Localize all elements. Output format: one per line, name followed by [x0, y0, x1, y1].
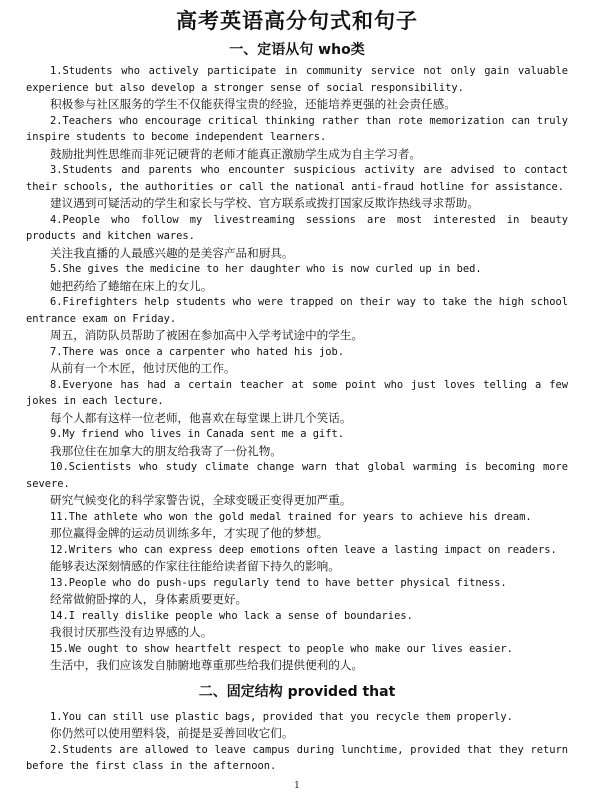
chinese-translation: 我很讨厌那些没有边界感的人。 — [50, 625, 213, 639]
sentence-item — [26, 162, 568, 212]
english-sentence: 11.The athlete who won the gold medal trained for years to achieve his dream. — [50, 510, 532, 523]
english-sentence: 2.Teachers who encourage critical thinking rather than rote memorization can truly inspire students to become independent learners. — [26, 114, 568, 143]
chinese-translation: 生活中，我们应该发自肺腑地尊重那些给我们提供便利的人。 — [50, 658, 364, 672]
chinese-translation: 能够表达深刻情感的作家往往能给读者留下持久的影响。 — [50, 559, 340, 573]
section-items-relative-clause — [26, 63, 568, 674]
sentence-item — [26, 459, 568, 509]
sentence-item — [26, 709, 568, 742]
sentence-item — [26, 261, 568, 294]
english-sentence: 15.We ought to show heartfelt respect to people who make our lives easier. — [50, 642, 513, 655]
chinese-translation: 积极参与社区服务的学生不仅能获得宝贵的经验，还能培养更强的社会责任感。 — [50, 97, 456, 111]
english-sentence: 6.Firefighters help students who were trapped on their way to take the high school entrance exam on Friday. — [26, 296, 568, 325]
sentence-item — [26, 509, 568, 542]
chinese-translation: 每个人都有这样一位老师，他喜欢在每堂课上讲几个笑话。 — [50, 410, 352, 425]
sentence-item — [26, 377, 568, 427]
sentence-item — [26, 575, 568, 608]
english-sentence: 7.There was once a carpenter who hated his job. — [50, 345, 345, 358]
chinese-translation: 研究气候变化的科学家警告说，全球变暖正变得更加严重。 — [50, 493, 352, 507]
sentence-item — [26, 641, 568, 674]
english-sentence: 3.Students and parents who encounter suspicious activity are advised to contact their schools, the authorities or call the national anti-fraud hotline for assistance. — [26, 164, 568, 193]
chinese-translation: 鼓励批判性思维而非死记硬背的老师才能真正激励学生成为自主学习者。 — [50, 146, 422, 161]
section-heading-relative-clause: 一、定语从句 who类 — [229, 42, 365, 58]
english-sentence: 1.Students who actively participate in community service not only gain valuable experience but also develop a stronger sense of social responsibility. — [26, 65, 568, 94]
section-items-provided-that — [26, 709, 568, 775]
sentence-item — [26, 63, 568, 113]
sentence-item — [26, 212, 568, 262]
document-page — [26, 6, 568, 775]
sentence-item — [26, 113, 568, 163]
sentence-item — [26, 742, 568, 775]
sentence-item — [26, 542, 568, 575]
english-sentence: 5.She gives the medicine to her daughter who is now curled up in bed. — [50, 263, 482, 275]
english-sentence: 12.Writers who can express deep emotions often leave a lasting impact on readers. — [50, 543, 557, 556]
english-sentence: 2.Students are allowed to leave campus during lunchtime, provided that they return before the first class in the afternoon. — [26, 743, 568, 772]
chinese-translation: 从前有一个木匠，他讨厌他的工作。 — [50, 361, 236, 375]
section-heading-provided-that: 二、固定结构 provided that — [198, 683, 396, 700]
chinese-translation: 那位赢得金牌的运动员训练多年，才实现了他的梦想。 — [50, 526, 329, 540]
chinese-translation: 我那位住在加拿大的朋友给我寄了一份礼物。 — [50, 443, 282, 458]
chinese-translation: 周五，消防队员帮助了被困在参加高中入学考试途中的学生。 — [50, 328, 364, 342]
chinese-translation: 经常做俯卧撑的人，身体素质要更好。 — [50, 592, 248, 606]
sentence-item — [26, 426, 568, 459]
english-sentence: 10.Scientists who study climate change warn that global warming is becoming more severe. — [26, 461, 568, 490]
chinese-translation: 她把药给了蜷缩在床上的女儿。 — [50, 278, 213, 293]
sentence-item — [26, 608, 568, 641]
sentence-item — [26, 344, 568, 377]
chinese-translation: 建议遇到可疑活动的学生和家长与学校、官方联系或拨打国家反欺诈热线寻求帮助。 — [50, 196, 479, 210]
document-title: 高考英语高分句式和句子 — [176, 9, 418, 33]
english-sentence: 14.I really dislike people who lack a sense of boundaries. — [50, 609, 413, 622]
english-sentence: 9.My friend who lives in Canada sent me a gift. — [50, 428, 345, 440]
sentence-item — [26, 294, 568, 344]
english-sentence: 4.People who follow my livestreaming sessions are most interested in beauty products and kitchen wares. — [26, 213, 568, 242]
english-sentence: 8.Everyone has had a certain teacher at some point who just loves telling a few jokes in each lecture. — [26, 378, 568, 407]
chinese-translation: 关注我直播的人最感兴趣的是美容产品和厨具。 — [50, 245, 294, 260]
english-sentence: 13.People who do push-ups regularly tend to have better physical fitness. — [50, 576, 507, 589]
page-number: 1 — [294, 781, 300, 791]
english-sentence: 1.You can still use plastic bags, provided that you recycle them properly. — [50, 710, 513, 723]
chinese-translation: 你仍然可以使用塑料袋，前提是妥善回收它们。 — [50, 726, 294, 740]
